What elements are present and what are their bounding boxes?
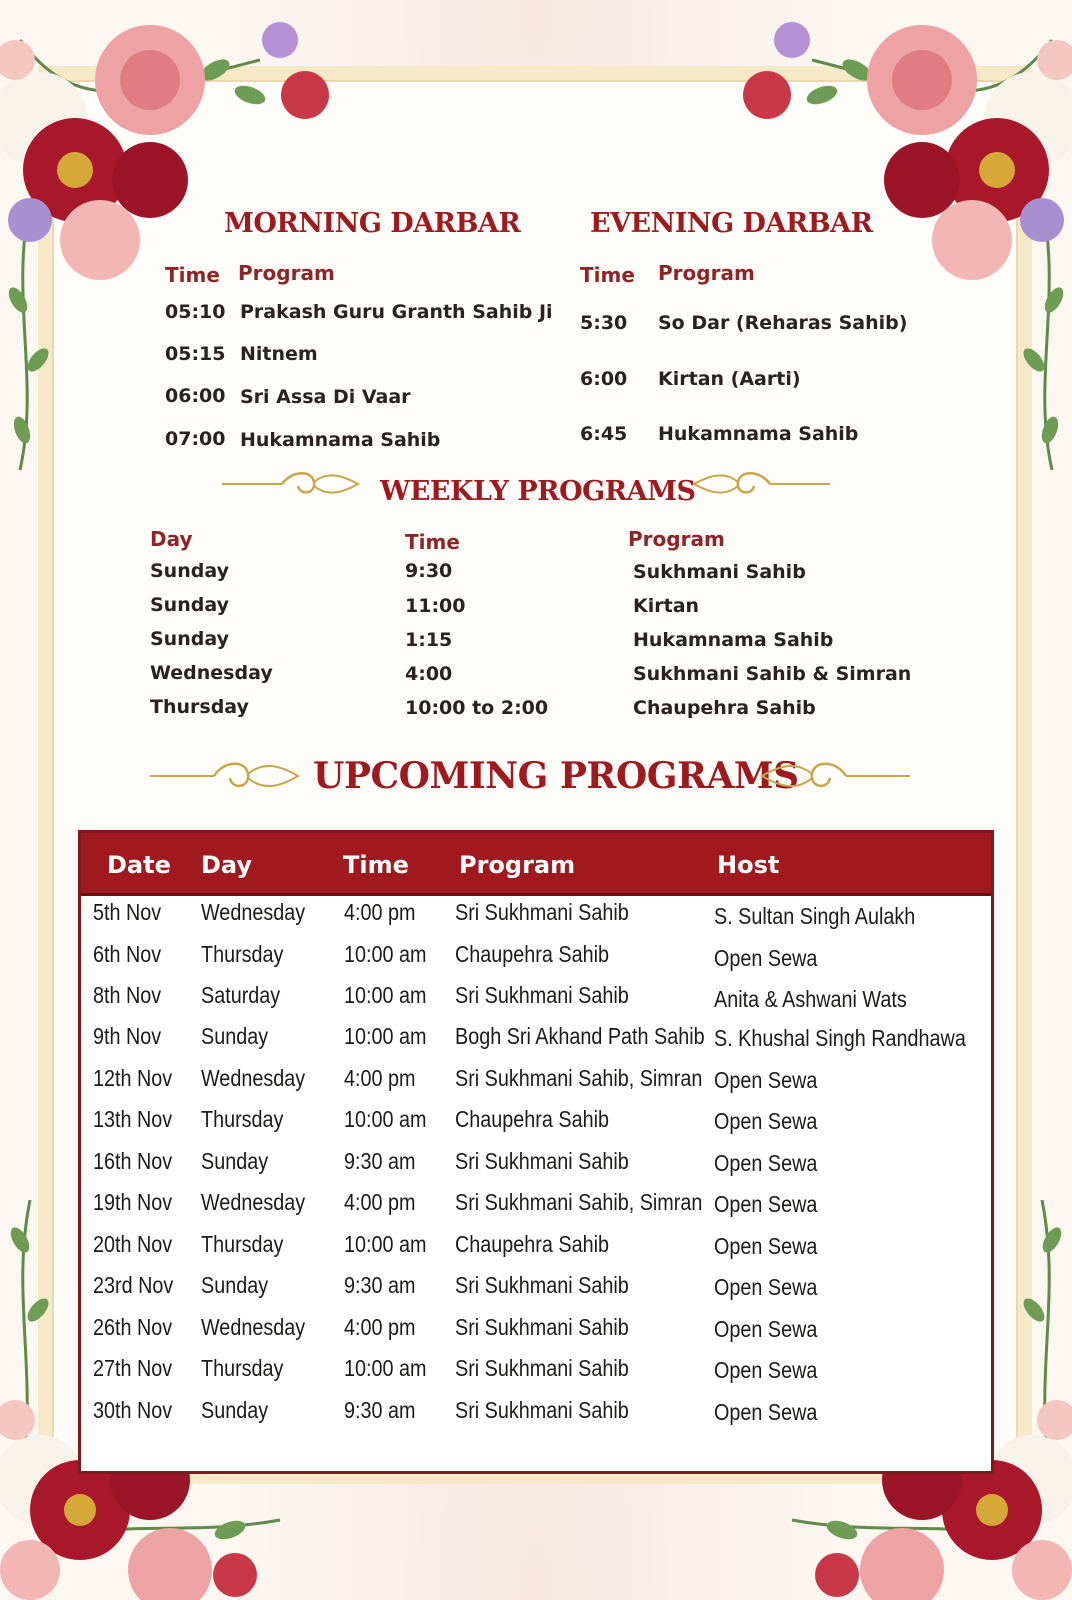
weekly-row-5-program: Chaupehra Sahib (633, 697, 816, 719)
cell-program: Sri Sukhmani Sahib (455, 1314, 629, 1340)
cell-program: Bogh Sri Akhand Path Sahib (455, 1023, 705, 1049)
weekly-day-header: Day (150, 527, 193, 551)
morning-time-header: Time (165, 263, 220, 287)
evening-row-3-program: Hukamnama Sahib (658, 423, 859, 445)
morning-darbar-title: MORNING DARBAR (224, 208, 521, 239)
morning-program-header: Program (238, 261, 335, 285)
cell-time: 4:00 pm (344, 1065, 416, 1091)
table-row (81, 891, 991, 933)
table-row (81, 1223, 991, 1265)
cell-date: 12th Nov (93, 1065, 173, 1091)
weekly-row-3-day: Sunday (150, 628, 229, 650)
cell-time: 10:00 am (344, 1231, 427, 1257)
cell-program: Sri Sukhmani Sahib (455, 899, 629, 925)
table-row (81, 1347, 991, 1389)
table-row (81, 1264, 991, 1306)
cell-time: 4:00 pm (344, 1314, 416, 1340)
cell-program: Sri Sukhmani Sahib (455, 1397, 629, 1423)
cell-date: 23rd Nov (93, 1272, 174, 1298)
table-row (81, 933, 991, 975)
table-row (81, 1306, 991, 1348)
weekly-row-2-time: 11:00 (405, 595, 466, 617)
cell-host: Open Sewa (714, 1150, 818, 1176)
upcoming-table-header (81, 833, 991, 896)
weekly-row-5-time: 10:00 to 2:00 (405, 697, 549, 719)
evening-darbar-title: EVENING DARBAR (590, 208, 873, 239)
cell-date: 13th Nov (93, 1106, 173, 1132)
cell-date: 26th Nov (93, 1314, 173, 1340)
ornament-right-weekly (690, 466, 830, 502)
cell-day: Wednesday (201, 1314, 306, 1340)
cell-host: Open Sewa (714, 1067, 818, 1093)
cell-date: 30th Nov (93, 1397, 173, 1423)
floral-corner-top-left (0, 0, 300, 480)
weekly-row-4-program: Sukhmani Sahib & Simran (633, 663, 912, 685)
cell-day: Thursday (201, 941, 284, 967)
cell-program: Sri Sukhmani Sahib (455, 982, 629, 1008)
cell-day: Thursday (201, 1355, 284, 1381)
weekly-row-4-day: Wednesday (150, 662, 273, 684)
cell-date: 5th Nov (93, 899, 162, 925)
upcoming-date-header: Date (107, 851, 171, 879)
cell-day: Sunday (201, 1148, 269, 1174)
cell-day: Sunday (201, 1397, 269, 1423)
weekly-row-2-program: Kirtan (633, 595, 700, 617)
cell-date: 20th Nov (93, 1231, 173, 1257)
upcoming-program-header: Program (459, 851, 576, 879)
weekly-row-1-day: Sunday (150, 560, 229, 582)
weekly-row-1-time: 9:30 (405, 560, 453, 582)
table-row (81, 1057, 991, 1099)
cell-date: 6th Nov (93, 941, 162, 967)
morning-row-3-program: Sri Assa Di Vaar (240, 386, 411, 408)
cell-time: 9:30 am (344, 1148, 416, 1174)
evening-row-2-time: 6:00 (580, 368, 628, 390)
morning-row-4-program: Hukamnama Sahib (240, 429, 441, 451)
table-row (81, 1181, 991, 1223)
weekly-row-3-time: 1:15 (405, 629, 453, 651)
cell-date: 27th Nov (93, 1355, 173, 1381)
cell-time: 4:00 pm (344, 899, 416, 925)
cell-host: Open Sewa (714, 1274, 818, 1300)
weekly-row-5-day: Thursday (150, 696, 249, 718)
table-row (81, 1389, 991, 1431)
table-row (81, 1098, 991, 1140)
cell-host: Open Sewa (714, 1233, 818, 1259)
upcoming-day-header: Day (201, 851, 253, 879)
weekly-time-header: Time (405, 530, 460, 554)
evening-row-1-program: So Dar (Reharas Sahib) (658, 312, 908, 334)
morning-row-3-time: 06:00 (165, 385, 226, 407)
cell-day: Wednesday (201, 1189, 306, 1215)
cell-program: Sri Sukhmani Sahib (455, 1272, 629, 1298)
weekly-row-4-time: 4:00 (405, 663, 453, 685)
cell-date: 16th Nov (93, 1148, 173, 1174)
morning-row-2-program: Nitnem (240, 343, 318, 365)
morning-row-1-program: Prakash Guru Granth Sahib Ji (240, 301, 553, 323)
cell-program: Sri Sukhmani Sahib (455, 1148, 629, 1174)
cell-time: 9:30 am (344, 1272, 416, 1298)
cell-date: 19th Nov (93, 1189, 173, 1215)
cell-time: 9:30 am (344, 1397, 416, 1423)
weekly-row-1-program: Sukhmani Sahib (633, 561, 806, 583)
cell-day: Sunday (201, 1272, 269, 1298)
cell-host: Open Sewa (714, 1316, 818, 1342)
evening-program-header: Program (658, 261, 755, 285)
table-row (81, 974, 991, 1016)
cell-host: Anita & Ashwani Wats (714, 986, 907, 1012)
ornament-left-weekly (222, 466, 362, 502)
evening-row-1-time: 5:30 (580, 312, 628, 334)
cell-day: Thursday (201, 1106, 284, 1132)
cell-program: Chaupehra Sahib (455, 1106, 609, 1132)
cell-day: Thursday (201, 1231, 284, 1257)
cell-program: Chaupehra Sahib (455, 1231, 609, 1257)
cell-host: Open Sewa (714, 1357, 818, 1383)
cell-host: Open Sewa (714, 1108, 818, 1134)
cell-date: 8th Nov (93, 982, 162, 1008)
evening-row-2-program: Kirtan (Aarti) (658, 368, 801, 390)
cell-time: 4:00 pm (344, 1189, 416, 1215)
ornament-left-upcoming (150, 756, 300, 796)
weekly-programs-title: WEEKLY PROGRAMS (380, 476, 696, 507)
cell-host: S. Khushal Singh Randhawa (714, 1025, 966, 1051)
weekly-row-3-program: Hukamnama Sahib (633, 629, 834, 651)
weekly-program-header: Program (628, 527, 725, 551)
cell-day: Sunday (201, 1023, 269, 1049)
upcoming-programs-table (78, 830, 994, 1474)
cell-time: 10:00 am (344, 1355, 427, 1381)
upcoming-time-header: Time (343, 851, 409, 879)
cell-date: 9th Nov (93, 1023, 162, 1049)
evening-row-3-time: 6:45 (580, 423, 628, 445)
cell-host: Open Sewa (714, 1399, 818, 1425)
cell-time: 10:00 am (344, 1106, 427, 1132)
table-row (81, 1140, 991, 1182)
morning-row-4-time: 07:00 (165, 428, 226, 450)
cell-time: 10:00 am (344, 1023, 427, 1049)
cell-host: Open Sewa (714, 945, 818, 971)
morning-row-1-time: 05:10 (165, 301, 226, 323)
table-row (81, 1015, 991, 1057)
cell-program: Sri Sukhmani Sahib, Simran (455, 1065, 703, 1091)
floral-corner-top-right (772, 0, 1072, 480)
cell-day: Wednesday (201, 1065, 306, 1091)
cell-time: 10:00 am (344, 982, 427, 1008)
upcoming-host-header: Host (717, 851, 780, 879)
weekly-row-2-day: Sunday (150, 594, 229, 616)
morning-row-2-time: 05:15 (165, 343, 226, 365)
cell-program: Sri Sukhmani Sahib (455, 1355, 629, 1381)
cell-time: 10:00 am (344, 941, 427, 967)
ornament-right-upcoming (760, 756, 910, 796)
cell-program: Sri Sukhmani Sahib, Simran (455, 1189, 703, 1215)
cell-program: Chaupehra Sahib (455, 941, 609, 967)
cell-host: S. Sultan Singh Aulakh (714, 903, 916, 929)
cell-host: Open Sewa (714, 1191, 818, 1217)
cell-day: Wednesday (201, 899, 306, 925)
upcoming-programs-title: UPCOMING PROGRAMS (313, 755, 799, 797)
cell-day: Saturday (201, 982, 281, 1008)
evening-time-header: Time (580, 263, 635, 287)
